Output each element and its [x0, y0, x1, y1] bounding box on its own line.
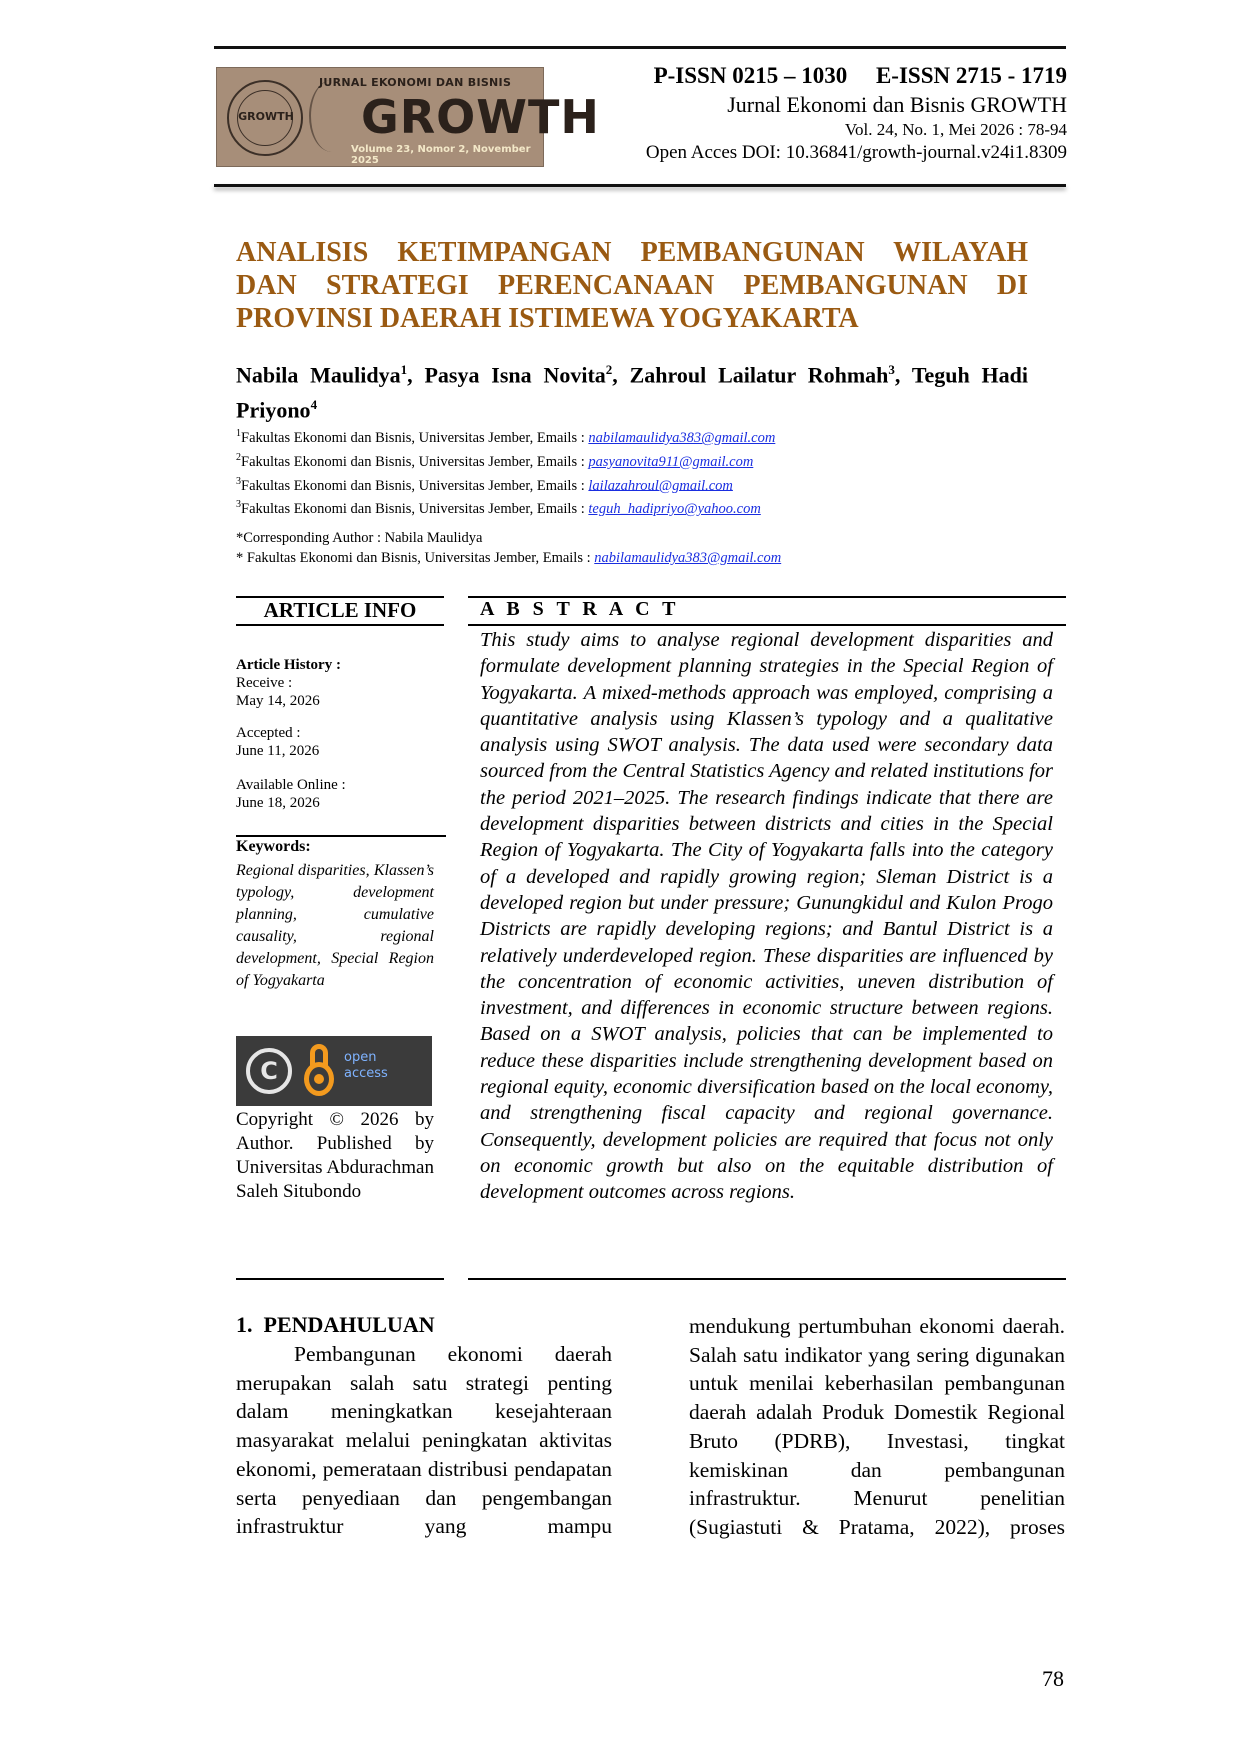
journal-logo [216, 67, 600, 167]
creative-commons-icon: C [246, 1048, 292, 1094]
author-name: Nabila Maulidya [236, 362, 401, 388]
intro-right-column: mendukung pertumbuhan ekonomi daerah. Salah satu indikator yang sering digunakan untuk menilai keberhasilan pembangunan daerah adalah Produk Domestik Regional Bruto (PDRB), Investasi, tingkat kemiskinan dan pembangunan infrastruktur. Menurut penelitian (Sugiastuti & Pratama, 2022), proses [689, 1314, 1065, 1539]
open-access-badge [236, 1036, 432, 1106]
email-link[interactable]: teguh_hadipriyo@yahoo.com [588, 501, 761, 518]
paper-title: ANALISIS KETIMPANGAN PEMBANGUNAN WILAYAH DAN STRATEGI PERENCANAAN PEMBANGUNAN DI PROVINSI DAERAH ISTIMEWA YOGYAKARTA [236, 237, 1028, 334]
volume-info: Vol. 24, No. 1, Mei 2026 : 78-94 [844, 120, 1067, 139]
doi-line: Open Acces DOI: 10.36841/growth-journal.v24i1.8309 [645, 142, 1067, 163]
corresponding-author: *Corresponding Author : Nabila Maulidya * Fakultas Ekonomi dan Bisnis, Universitas Jember, Emails : nabilamaulidya383@gmail.com [236, 530, 782, 566]
article-info-heading: ARTICLE INFO [263, 598, 417, 622]
author-name: Zahroul Lailatur Rohmah [629, 362, 889, 388]
logo-wordmark: GROWTH [361, 90, 600, 144]
info-heading-rule [236, 624, 444, 626]
author-name: Pasya Isna Novita [424, 362, 606, 388]
journal-name: Jurnal Ekonomi dan Bisnis GROWTH [727, 92, 1067, 117]
author-sup: 2 [605, 362, 613, 377]
email-link[interactable]: nabilamaulidya383@gmail.com [588, 429, 776, 446]
affiliation-item: $^2$Fakultas Ekonomi dan Bisnis, Universitas Jember, Emails : pasyanovita911@gmail.com [236, 451, 754, 470]
copyright-notice: Copyright © 2026 by Author. Published by Universitas Abdurachman Saleh Situbondo [236, 1109, 434, 1202]
author-sup: 4 [310, 397, 318, 413]
section-heading: 1. PENDAHULUAN [236, 1312, 435, 1337]
keywords-heading: Keywords: [236, 838, 311, 855]
affiliation-item: $^3$Fakultas Ekonomi dan Bisnis, Universitas Jember, Emails : teguh_hadipriyo@yahoo.com [236, 499, 761, 518]
email-link[interactable]: pasyanovita911@gmail.com [588, 453, 754, 470]
affiliation-item: $^1$Fakultas Ekonomi dan Bisnis, Universitas Jember, Emails : nabilamaulidya383@gmail.com [236, 428, 776, 446]
accepted-info: Accepted : June 11, 2026 [236, 725, 320, 759]
logo-journal-name: JURNAL EKONOMI DAN BISNIS [319, 76, 512, 89]
keywords-list: Regional disparities, Klassen’s typology, development planning, cumulative causality, regional development, Special Region of Yogyakarta [236, 862, 434, 989]
author-name: Teguh Hadi Priyono [236, 362, 1029, 423]
open-access-lock-icon [304, 1044, 336, 1096]
article-history: Article History : Receive : May 14, 2026 [236, 657, 341, 709]
info-bottom-rule [236, 1278, 444, 1280]
logo-volume-line: Volume 23, Nomor 2, November 2025 [351, 144, 531, 166]
logo-seal-text: GROWTH [238, 110, 294, 123]
abstract-heading: A B S T R A C T [480, 598, 680, 620]
affiliation-list [236, 424, 775, 519]
author-sup: 3 [888, 362, 895, 377]
email-link[interactable]: lailazahroul@gmail.com [588, 477, 733, 494]
abstract-text: This study aims to analyse regional development disparities and formulate development planning strategies in the Special Region of Yogyakarta. A mixed-methods approach was employed, comprising a quantitative analysis using Klassen’s typology and a qualitative analysis using SWOT analysis. The data used were secondary data sourced from the Central Statistics Agency and related institutions for the period 2021–2025. The research findings indicate that there are development disparities between districts and cities in the Special Region of Yogyakarta. The City of Yogyakarta falls into the category of a developed and rapidly growing region; Sleman District is a developed region but under pressure; Gunungkidul and Kulon Progo Districts are rapidly developing regions; and Bantul District is a relatively underdeveloped region. These disparities are influenced by the concentration of economic activities, uneven distribution of investment, and differences in economic structure between regions. Based on a SWOT analysis, policies that can be implemented to reduce these disparities include strengthening development based on regional equity, economic diversification based on the local economy, and strengthening fiscal capacity and regional governance. Consequently, development policies are required that focus not only on economic growth but also on the equitable distribution of development outcomes across regions. [480, 629, 1054, 1204]
online-info: Available Online : June 18, 2026 [236, 777, 346, 811]
open-access-text: open access [344, 1050, 388, 1081]
header-bottom-rule [214, 184, 1066, 187]
page-number: 78 [1042, 1666, 1064, 1691]
affiliation-item: $^3$Fakultas Ekonomi dan Bisnis, Universitas Jember, Emails : lailazahroul@gmail.com [236, 475, 733, 494]
issn-line: P-ISSN 0215 – 1030 E-ISSN 2715 - 1719 [653, 63, 1067, 88]
logo-seal-icon [227, 80, 303, 156]
email-link[interactable]: nabilamaulidya383@gmail.com [594, 550, 782, 566]
header-top-rule [214, 46, 1066, 49]
keywords-rule [236, 835, 446, 837]
abstract-bottom-rule [468, 1278, 1066, 1280]
author-sup: 1 [400, 362, 408, 377]
author-list: Nabila Maulidya$^1$, Pasya Isna Novita$^2$, Zahroul Lailatur Rohmah$^3$, Teguh Hadi Priyono$^4$ [236, 362, 1029, 423]
intro-left-column: Pembangunan ekonomi daerah merupakan salah satu strategi penting dalam meningkatkan kesejahteraan masyarakat melalui peningkatan aktivitas ekonomi, pemerataan distribusi pendapatan serta penyediaan dan pengembangan infrastruktur yang mampu [236, 1342, 612, 1539]
abstract-heading-rule [468, 624, 1066, 626]
